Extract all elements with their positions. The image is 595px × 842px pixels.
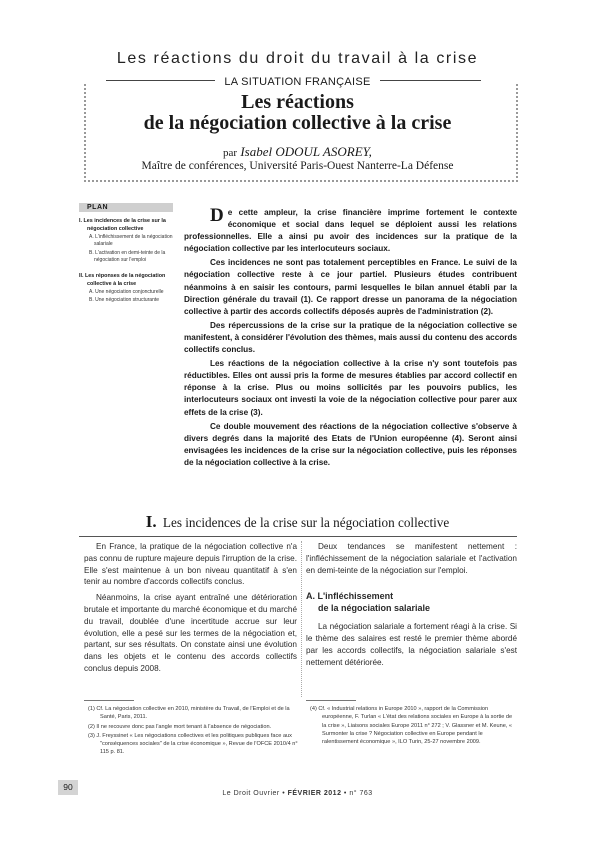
section-number: I. xyxy=(145,512,157,531)
body-paragraph: Néanmoins, la crise ayant entraîné une détérioration brutale et importante du marché économique et du marché du travail, doublée d'une incertitude accrue sur leur évolution, elle a pesé sur les termes de la négociation et, partant, sur ses résultats. On constate ainsi une évolution dans les objets et le contenu des accords collectifs conclus depuis 2008. xyxy=(84,593,297,673)
intro-paragraph: Des répercussions de la crise sur la pratique de la négociation collective se manifestent, à considérer l'évolution des thèmes, mais aussi du contenu des accords collectifs conclus. xyxy=(184,320,517,355)
body-paragraph: En France, la pratique de la négociation collective n'a pas connu de rupture majeure depuis l'irruption de la crise. Elle s'est maintenue à un bon niveau quantitatif à s'en tenir au nombre d'accords collectifs conclus. xyxy=(84,542,297,587)
issue-date: FÉVRIER 2012 xyxy=(287,790,342,797)
intro-paragraph: Ces incidences ne sont pas totalement perceptibles en France. Le suivi de la négociation collective reste à ce jour partiel. Plusieurs études contribuent néanmoins à en saisir les contours, parmi lesquelles le bilan annuel établi par la Direction générale du travail (1). Ce rapport dresse un panorama de la négociation collective à partir des accords collectifs déposés auprès de l'administration (2). xyxy=(184,258,517,316)
plan-item: B. L'activation en demi-teinte de la négociation sur l'emploi xyxy=(89,249,166,263)
left-column xyxy=(84,541,297,679)
section-heading-text: Les incidences de la crise sur la négociation collective xyxy=(162,515,450,530)
subsection-heading-line2: de la négociation salariale xyxy=(318,603,431,614)
section-rule xyxy=(79,536,517,537)
plan-item: A. L'infléchissement de la négociation salariale xyxy=(89,234,173,248)
footnote: (4) Cf. « Industrial relations in Europe 2010 », rapport de la Commission européenne, F. Turlan « L'état des relations sociales en Europe à la sortie de la crise », Liaisons sociales Europe 2011 n° 272 ; V. Glassner et M. Keune, « Surmonter la crise ? Négociation collective en Europe pendant le ralentissement économique », ILO Turin, 25-27 novembre 2009. xyxy=(310,706,513,746)
journal-name: Le Droit Ouvrier xyxy=(222,790,280,797)
footnote: (1) Cf. La négociation collective en 2010, ministère du Travail, de l'Emploi et de la Santé, Paris, 2011. xyxy=(88,706,290,721)
footnotes-right xyxy=(306,700,517,747)
footer xyxy=(0,790,595,797)
plan-item: A. Une négociation conjoncturelle xyxy=(89,289,164,296)
plan-label: PLAN xyxy=(79,203,173,212)
column-divider xyxy=(301,541,302,697)
article-title xyxy=(0,92,595,134)
intro-paragraph: Les réactions de la négociation collective à la crise n'y sont toutefois pas réductibles. Elles ont aussi pris la forme de mesures établies par accord collectif en réponse à la crise. Plus ou moins sollicités par les pouvoirs publics, les interlocuteurs sociaux ont investi la voie de la négociation collective pour parer aux effets de la crise (3). xyxy=(184,359,517,417)
intro-paragraph xyxy=(184,207,517,255)
subsection-heading-line1: A. L'infléchissement xyxy=(306,591,394,602)
byline xyxy=(0,144,595,160)
plan-part-title: I. Les incidences de la crise sur la négociation collective xyxy=(79,218,166,232)
byline-prefix: par xyxy=(223,147,238,159)
body-paragraph: La négociation salariale a fortement réagi à la crise. Si le thème des salaires est resté le premier thème abordé par les accords collectifs, la négociation salariale s'est nettement détériorée. xyxy=(306,622,517,667)
subsection-heading xyxy=(306,590,517,614)
plan-box xyxy=(79,203,173,403)
body-paragraph: Deux tendances se manifestent nettement : l'infléchissement de la négociation salariale et l'activation en demi-teinte de la négociation sur l'emploi. xyxy=(306,542,517,575)
footer-separator: • xyxy=(282,790,286,797)
footnote: (2) Il ne recouvre donc pas l'angle mort tenant à l'absence de négociation. xyxy=(88,723,272,730)
author-affiliation: Maître de conférences, Université Paris-Ouest Nanterre-La Défense xyxy=(141,160,454,172)
plan-part-title: II. Les réponses de la négociation collective à la crise xyxy=(79,273,166,287)
footnotes-left xyxy=(84,700,303,758)
drop-cap: D xyxy=(210,205,224,226)
article-title-line2: de la négociation collective à la crise xyxy=(143,112,452,134)
section-title: Les réactions du droit du travail à la crise xyxy=(116,50,479,67)
issue-number: n° 763 xyxy=(349,790,373,797)
footnote: (3) J. Freyssinet « Les négociations collectives et les politiques publiques face aux "conséquences sociales" de la crise économique », Revue de l'OFCE 2010/4 n° 115 p. 81. xyxy=(88,732,298,756)
intro-text xyxy=(184,207,517,471)
article-title-line1: Les réactions xyxy=(241,91,354,113)
plan-item: B. Une négociation structurante xyxy=(89,297,160,304)
rubric-label: LA SITUATION FRANÇAISE xyxy=(215,76,379,88)
author-name: Isabel ODOUL ASOREY, xyxy=(240,144,372,159)
right-column xyxy=(306,541,517,673)
footer-separator: • xyxy=(343,790,347,797)
intro-paragraph-text: e cette ampleur, la crise financière imprime fortement le contexte économique et social dans lequel se déploient aussi les relations professionnelles. Elle a ainsi pu avoir des incidences sur la pratique de la négociation collective par les interlocuteurs sociaux. xyxy=(184,208,517,254)
rubric xyxy=(0,72,595,90)
page-number: 90 xyxy=(58,780,78,795)
intro-paragraph: Ce double mouvement des réactions de la négociation collective s'observe à divers degrés dans la majorité des Etats de l'Union européenne (4). Seront ainsi envisagées les incidences de la crise sur la négociation collective, puis les réponses de la négociation collective à la crise. xyxy=(184,421,517,467)
section-heading xyxy=(0,512,595,532)
